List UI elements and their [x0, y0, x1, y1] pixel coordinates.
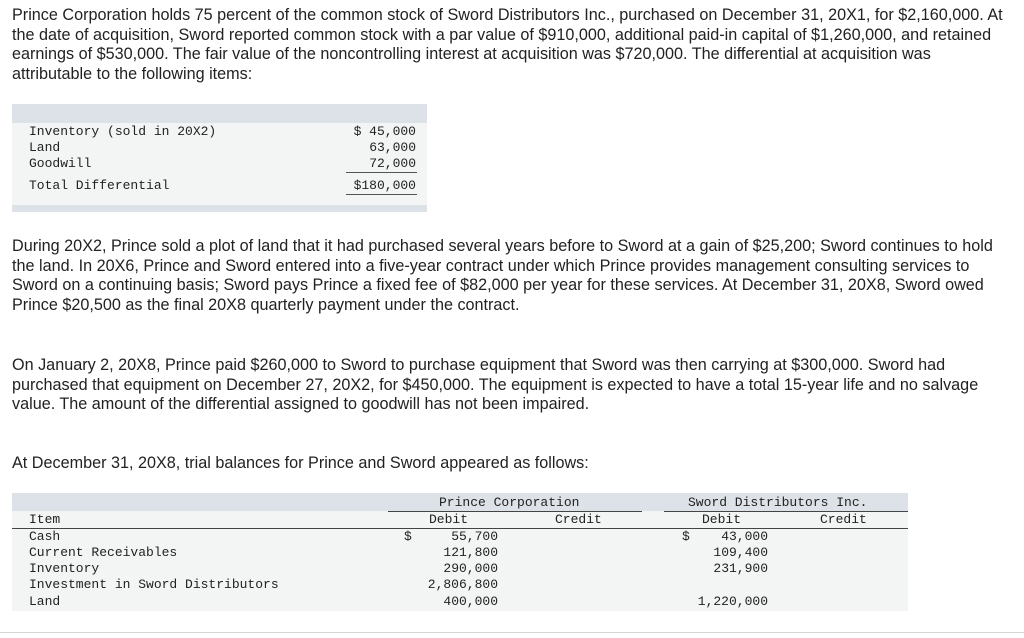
sword-header-rule — [664, 511, 908, 512]
dollar-sign: $ — [404, 529, 412, 544]
sword-credit-header: Credit — [820, 512, 867, 527]
prince-debit-value: 400,000 — [443, 594, 498, 609]
row-item: Investment in Sword Distributors — [29, 577, 279, 592]
trial-balance-table — [12, 493, 908, 611]
sword-debit-value: 109,400 — [713, 545, 768, 560]
row-label: Land — [29, 140, 61, 155]
total-rule — [346, 194, 417, 195]
row-item: Cash — [29, 529, 61, 544]
prince-header-rule — [388, 511, 642, 512]
subtotal-rule — [346, 172, 417, 173]
prince-debit-value: 290,000 — [443, 561, 498, 576]
table-row — [12, 123, 427, 140]
table-header-band — [12, 104, 427, 123]
page-divider — [0, 632, 1024, 633]
row-value: $ 45,000 — [353, 124, 416, 139]
prince-header: Prince Corporation — [439, 495, 580, 510]
row-item: Inventory — [29, 561, 100, 576]
row-value: 63,000 — [369, 140, 416, 155]
prince-credit-header: Credit — [555, 512, 602, 527]
row-item: Land — [29, 594, 61, 609]
land-and-services-paragraph: During 20X2, Prince sold a plot of land that it had purchased several years before to Sword at a gain of $25,200; Sword continues to hold the land. In 20X6, Prince and Sword entered into a five-year contract under which Prince provides management consulting services to Sword on a continuing basis; Sword pays Prince a fixed fee of $82,000 per year for these services. At December 31, 20X8, Sword owed Prince $20,500 as the final 20X8 quarterly payment under the contract. — [12, 237, 993, 314]
prince-debit-value: 2,806,800 — [427, 577, 498, 592]
dollar-sign: $ — [682, 529, 690, 544]
row-label: Goodwill — [29, 156, 92, 171]
total-row — [12, 177, 427, 194]
prince-debit-header: Debit — [429, 512, 469, 527]
row-item: Current Receivables — [29, 545, 178, 560]
total-label: Total Differential — [29, 178, 170, 193]
trial-balance-intro: At December 31, 20X8, trial balances for Prince and Sword appeared as follows: — [12, 454, 589, 472]
table-row — [12, 155, 427, 172]
sword-debit-value: 231,900 — [713, 561, 768, 576]
prince-debit-value: 121,800 — [443, 545, 498, 560]
equipment-paragraph: On January 2, 20X8, Prince paid $260,000 to Sword to purchase equipment that Sword was then carrying at $300,000. Sword had purchased that equipment on December 27, 20X2, for $450,000. The equipment is expected to have a total 15-year life and no salvage value. The amount of the differential assigned to goodwill has not been impaired. — [12, 356, 979, 414]
row-value: 72,000 — [369, 156, 416, 171]
intro-paragraph: Prince Corporation holds 75 percent of the common stock of Sword Distributors Inc., purchased on December 31, 20X1, for $2,160,000. At the date of acquisition, Sword reported common stock with a par value of $910,000, additional paid-in capital of $1,260,000, and retained earnings of $530,000. The fair value of the noncontrolling interest at acquisition was $720,000. The differential at acquisition was attributable to the following items: — [12, 6, 1003, 83]
sword-debit-value: 1,220,000 — [697, 594, 768, 609]
table-row — [12, 139, 427, 156]
sword-debit-value: 43,000 — [721, 529, 768, 544]
item-header: Item — [29, 512, 61, 527]
total-value: $180,000 — [353, 178, 416, 193]
sword-debit-header: Debit — [702, 512, 742, 527]
prince-debit-value: 55,700 — [451, 529, 498, 544]
sword-header: Sword Distributors Inc. — [688, 495, 868, 510]
table-footer-band — [12, 205, 427, 212]
row-label: Inventory (sold in 20X2) — [29, 124, 217, 139]
differential-table — [12, 104, 427, 212]
